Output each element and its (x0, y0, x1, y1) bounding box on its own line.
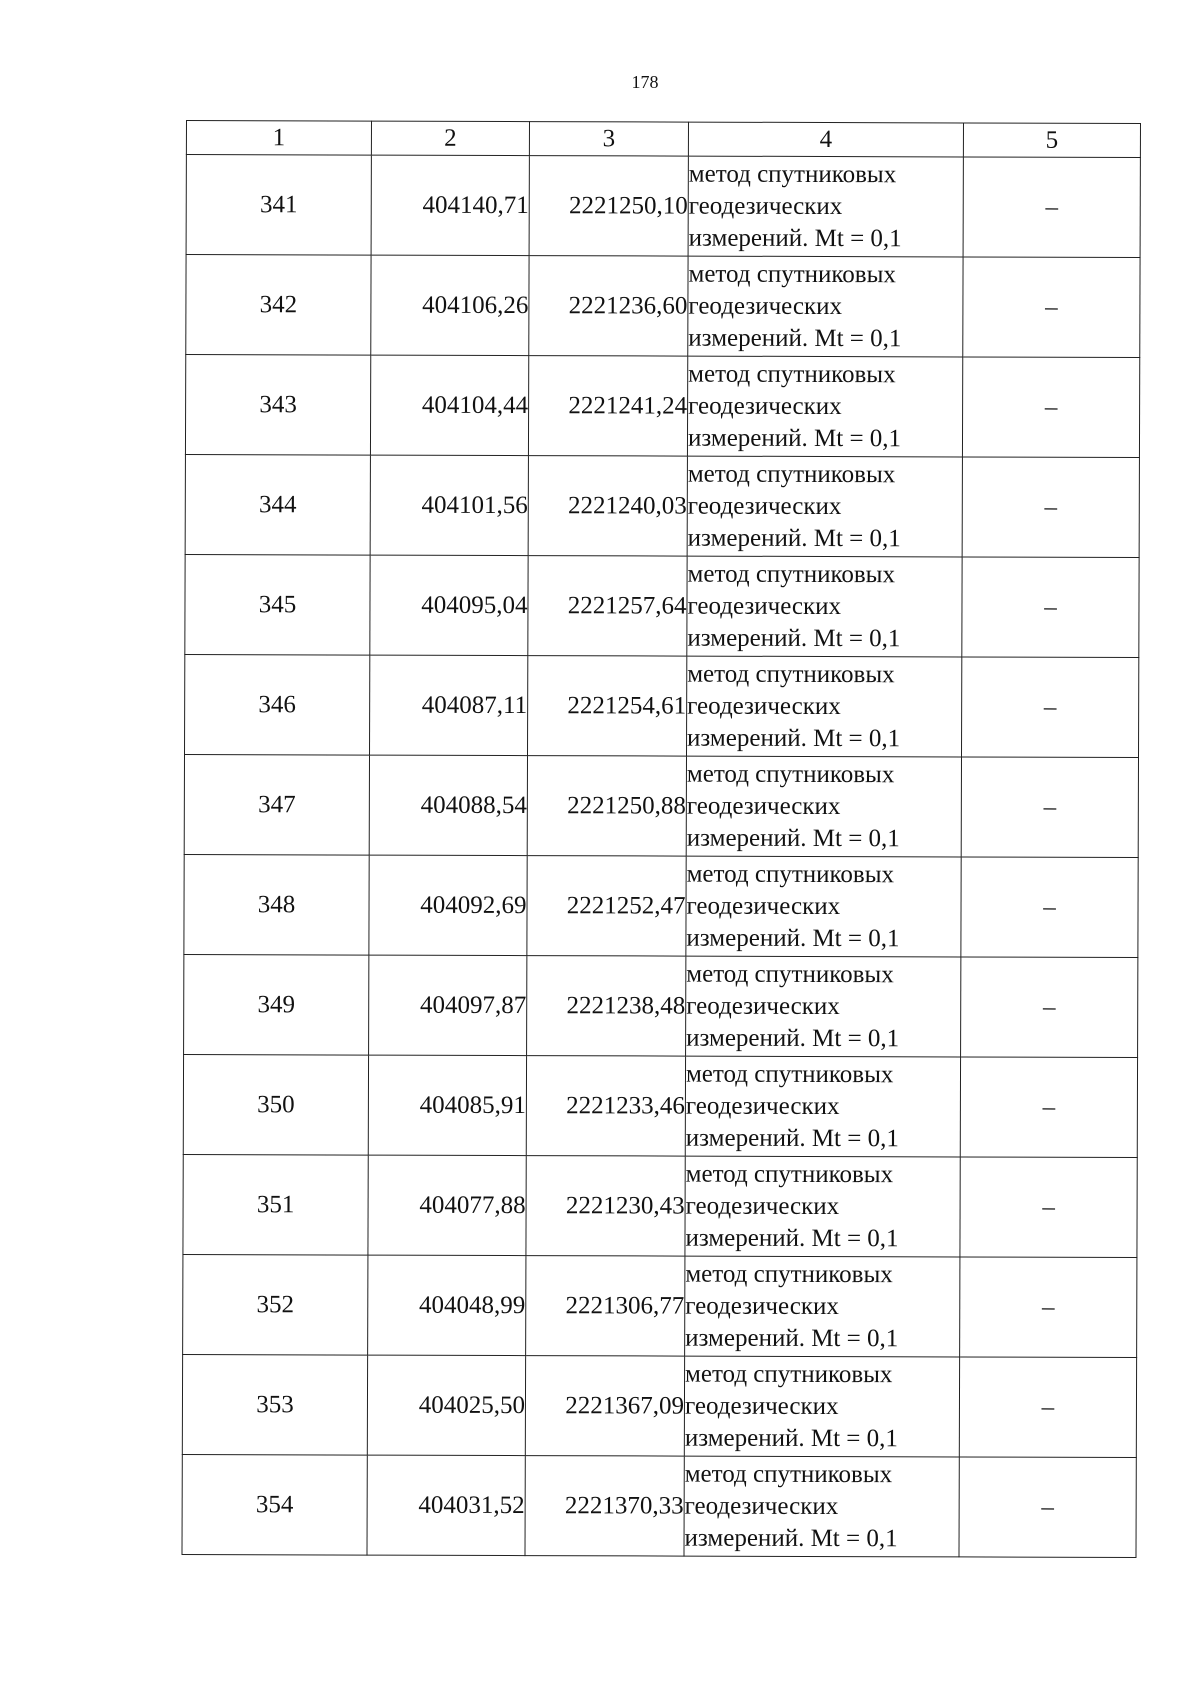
description-cell: – (962, 457, 1139, 558)
x-coordinate-cell: 404097,87 (369, 955, 527, 1055)
description-cell: – (960, 1157, 1137, 1258)
description-cell: – (960, 1257, 1137, 1358)
method-cell (686, 956, 961, 1057)
method-line-1: метод спутниковых (686, 760, 895, 788)
x-coordinate-cell: 404140,71 (371, 155, 529, 255)
point-number-cell: 343 (185, 355, 370, 456)
x-coordinate-cell: 404087,11 (370, 655, 528, 755)
x-coordinate-cell: 404104,44 (370, 355, 528, 455)
x-coordinate-cell: 404085,91 (368, 1055, 526, 1155)
y-coordinate-cell: 2221236,60 (529, 256, 688, 356)
method-line-3: измерений. Mt = 0,1 (687, 424, 902, 452)
column-header-4: 4 (688, 122, 963, 157)
method-cell (685, 1156, 960, 1257)
description-cell: – (961, 957, 1138, 1058)
table-row (184, 854, 1138, 957)
table-row (185, 654, 1139, 757)
method-cell (688, 156, 963, 257)
x-coordinate-cell: 404031,52 (367, 1455, 525, 1555)
method-line-2: геодезических (684, 1492, 839, 1520)
method-line-3: измерений. Mt = 0,1 (685, 1324, 899, 1352)
method-cell (687, 356, 962, 457)
method-line-2: геодезических (688, 392, 842, 420)
method-cell (688, 256, 963, 357)
table-row (183, 1254, 1137, 1357)
y-coordinate-cell: 2221252,47 (527, 856, 686, 956)
description-cell: – (963, 157, 1140, 258)
point-number-cell: 346 (185, 654, 370, 755)
y-coordinate-cell: 2221370,33 (525, 1456, 684, 1556)
method-line-2: геодезических (687, 692, 841, 720)
y-coordinate-cell: 2221254,61 (528, 656, 687, 756)
table-row (185, 454, 1139, 557)
point-number-cell: 348 (184, 854, 369, 955)
method-line-3: измерений. Mt = 0,1 (688, 324, 902, 352)
table-row (183, 1054, 1137, 1157)
y-coordinate-cell: 2221233,46 (526, 1056, 685, 1156)
description-cell: – (961, 757, 1138, 858)
method-line-2: геодезических (686, 892, 841, 920)
point-number-cell: 350 (183, 1054, 368, 1155)
table-row (186, 255, 1140, 358)
x-coordinate-cell: 404048,99 (368, 1255, 526, 1355)
table-row (185, 355, 1139, 458)
method-cell (684, 1356, 959, 1457)
method-line-3: измерений. Mt = 0,1 (684, 1524, 898, 1552)
y-coordinate-cell: 2221241,24 (528, 356, 687, 456)
table-row (183, 1154, 1137, 1257)
method-line-3: измерений. Mt = 0,1 (684, 1424, 898, 1452)
method-line-1: метод спутниковых (688, 360, 896, 388)
method-line-3: измерений. Mt = 0,1 (686, 824, 900, 852)
method-cell (686, 856, 961, 957)
x-coordinate-cell: 404101,56 (370, 455, 528, 555)
y-coordinate-cell: 2221306,77 (526, 1256, 685, 1356)
point-number-cell: 341 (186, 155, 371, 256)
x-coordinate-cell: 404077,88 (368, 1155, 526, 1255)
x-coordinate-cell: 404092,69 (369, 855, 527, 955)
x-coordinate-cell: 404095,04 (370, 555, 528, 655)
method-line-1: метод спутниковых (684, 1460, 893, 1488)
method-line-3: измерений. Mt = 0,1 (687, 524, 901, 552)
method-line-1: метод спутниковых (685, 1260, 893, 1288)
point-number-cell: 347 (184, 754, 369, 855)
table-row (184, 954, 1138, 1057)
point-number-cell: 349 (184, 954, 369, 1055)
method-line-3: измерений. Mt = 0,1 (685, 1124, 899, 1152)
y-coordinate-cell: 2221257,64 (528, 556, 687, 656)
method-line-2: геодезических (684, 1392, 839, 1420)
description-cell: – (959, 1457, 1136, 1558)
method-cell (685, 1256, 960, 1357)
method-line-2: геодезических (687, 492, 842, 520)
description-cell: – (961, 857, 1138, 958)
x-coordinate-cell: 404025,50 (367, 1355, 525, 1455)
table-row (182, 1454, 1136, 1557)
description-cell: – (963, 257, 1140, 358)
y-coordinate-cell: 2221367,09 (525, 1356, 684, 1456)
description-cell: – (960, 1057, 1137, 1158)
method-cell (687, 556, 962, 657)
column-header-2: 2 (371, 121, 529, 155)
method-line-1: метод спутниковых (687, 660, 895, 688)
y-coordinate-cell: 2221250,10 (529, 156, 688, 256)
method-line-1: метод спутниковых (686, 860, 895, 888)
method-line-1: метод спутниковых (686, 960, 894, 988)
method-line-1: метод спутниковых (685, 1160, 894, 1188)
method-line-3: измерений. Mt = 0,1 (686, 1024, 900, 1052)
description-cell: – (962, 557, 1139, 658)
method-line-2: геодезических (688, 192, 843, 220)
method-line-2: геодезических (686, 992, 840, 1020)
table-row (186, 155, 1140, 258)
y-coordinate-cell: 2221238,48 (527, 956, 686, 1056)
method-line-1: метод спутниковых (685, 1060, 894, 1088)
point-number-cell: 345 (185, 554, 370, 655)
method-line-1: метод спутниковых (687, 460, 896, 488)
y-coordinate-cell: 2221240,03 (528, 456, 687, 556)
page-number: 178 (631, 72, 659, 92)
table-header-row (186, 121, 1140, 158)
coordinates-table (181, 120, 1141, 1558)
x-coordinate-cell: 404106,26 (371, 255, 529, 355)
method-line-2: геодезических (688, 292, 843, 320)
method-line-3: измерений. Mt = 0,1 (687, 624, 901, 652)
table-row (184, 754, 1138, 857)
method-cell (685, 1056, 960, 1157)
y-coordinate-cell: 2221230,43 (526, 1156, 685, 1256)
y-coordinate-cell: 2221250,88 (527, 756, 686, 856)
point-number-cell: 351 (183, 1154, 368, 1255)
method-line-3: измерений. Mt = 0,1 (688, 224, 902, 252)
method-line-3: измерений. Mt = 0,1 (687, 724, 901, 752)
point-number-cell: 352 (183, 1254, 368, 1355)
method-cell (687, 656, 962, 757)
method-cell (687, 456, 962, 557)
method-cell (684, 1456, 959, 1557)
table-row (185, 554, 1139, 657)
method-line-1: метод спутниковых (685, 1360, 893, 1388)
method-line-1: метод спутниковых (688, 260, 896, 288)
x-coordinate-cell: 404088,54 (369, 755, 527, 855)
point-number-cell: 354 (182, 1454, 367, 1555)
column-header-1: 1 (186, 121, 371, 156)
description-cell: – (962, 657, 1139, 758)
method-line-3: измерений. Mt = 0,1 (686, 924, 900, 952)
point-number-cell: 344 (185, 454, 370, 555)
column-header-3: 3 (529, 122, 688, 156)
table-row (182, 1354, 1136, 1457)
point-number-cell: 353 (182, 1354, 367, 1455)
column-header-5: 5 (963, 123, 1140, 158)
method-line-2: геодезических (686, 792, 841, 820)
coordinates-table-body (182, 121, 1141, 1558)
method-line-1: метод спутниковых (687, 560, 896, 588)
method-line-1: метод спутниковых (688, 160, 897, 188)
method-cell (686, 756, 961, 857)
method-line-3: измерений. Mt = 0,1 (685, 1224, 899, 1252)
description-cell: – (962, 357, 1139, 458)
method-line-2: геодезических (687, 592, 842, 620)
method-line-2: геодезических (685, 1292, 839, 1320)
method-line-2: геодезических (685, 1092, 840, 1120)
method-line-2: геодезических (685, 1192, 840, 1220)
description-cell: – (959, 1357, 1136, 1458)
point-number-cell: 342 (186, 255, 371, 356)
